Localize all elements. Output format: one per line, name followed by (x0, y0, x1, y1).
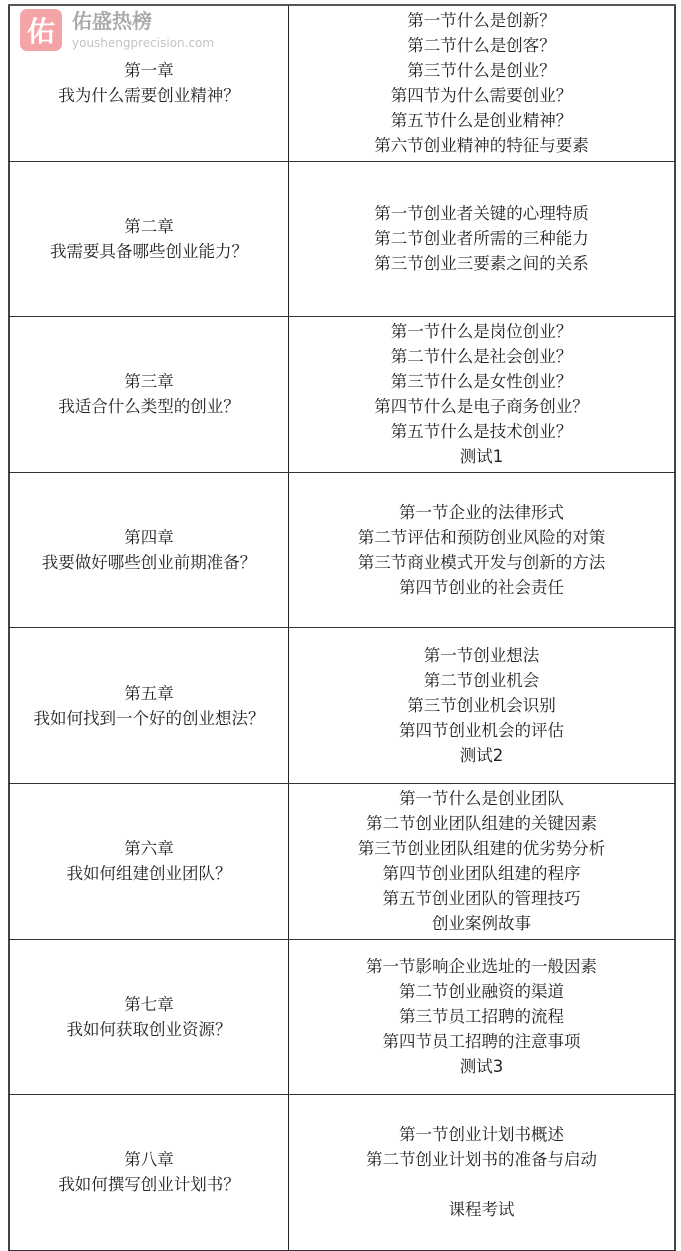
section-item: 第六节创业精神的特征与要素 (374, 136, 589, 156)
section-item: 第三节员工招聘的流程 (399, 1007, 564, 1027)
section-item: 第三节创业三要素之间的关系 (374, 254, 589, 274)
section-item: 第一节什么是创业团队 (399, 789, 564, 809)
chapter-title: 我为什么需要创业精神？ (58, 86, 240, 106)
section-item: 第一节创业计划书概述 (399, 1125, 564, 1145)
sections-cell (289, 940, 676, 1095)
chapter-cell (8, 473, 289, 628)
section-item: 第二节什么是创客？ (407, 36, 556, 56)
chapter-title: 我需要具备哪些创业能力？ (50, 241, 248, 261)
section-item: 第三节什么是女性创业？ (390, 372, 573, 392)
section-item: 第二节什么是社会创业？ (390, 347, 573, 367)
section-item: 第二节创业者所需的三种能力 (374, 229, 589, 249)
section-item: 第四节什么是电子商务创业？ (374, 397, 589, 417)
watermark-url: youshengprecision.com (72, 36, 215, 50)
watermark-logo: 佑 (20, 9, 62, 51)
chapter-number: 第一章 (124, 61, 174, 81)
chapter-title: 我如何找到一个好的创业想法？ (33, 708, 265, 728)
section-item: 第三节什么是创业？ (407, 61, 556, 81)
chapter-cell (8, 6, 289, 161)
section-item: 第五节什么是创业精神？ (390, 111, 573, 131)
section-item: 第一节企业的法律形式 (399, 503, 564, 523)
section-item: 第二节评估和预防创业风险的对策 (357, 528, 606, 548)
chapter-title: 我适合什么类型的创业？ (58, 397, 240, 417)
chapter-number: 第二章 (124, 216, 174, 236)
chapter-number: 第八章 (124, 1150, 174, 1170)
chapter-cell (8, 940, 289, 1095)
sections-cell (289, 784, 676, 939)
section-item: 第一节什么是岗位创业？ (390, 322, 573, 342)
section-item: 第二节创业计划书的准备与启动 (366, 1150, 597, 1170)
chapter-cell (8, 1095, 289, 1250)
sections-cell (289, 473, 676, 628)
chapter-cell (8, 162, 289, 317)
chapter-title: 我要做好哪些创业前期准备？ (41, 553, 257, 573)
section-item: 第四节员工招聘的注意事项 (382, 1032, 581, 1052)
table-row (8, 628, 676, 784)
section-item: 测试3 (459, 1057, 504, 1077)
section-item: 第四节为什么需要创业？ (390, 86, 573, 106)
table-row (8, 317, 676, 473)
section-item: 第一节创业者关键的心理特质 (374, 204, 589, 224)
section-item: 第二节创业融资的渠道 (399, 982, 564, 1002)
section-item: 第三节商业模式开发与创新的方法 (357, 553, 606, 573)
section-item: 第四节创业机会的评估 (399, 721, 564, 741)
section-item: 第四节创业的社会责任 (399, 578, 564, 598)
sections-cell (289, 162, 676, 317)
chapter-cell (8, 317, 289, 472)
section-item: 测试2 (459, 746, 504, 766)
table-row (8, 1095, 676, 1251)
section-item: 第一节创业想法 (423, 646, 540, 666)
section-item: 第五节什么是技术创业？ (390, 422, 573, 442)
chapter-cell (8, 784, 289, 939)
chapter-title: 我如何获取创业资源？ (66, 1019, 232, 1039)
table-row (8, 473, 676, 629)
chapter-number: 第四章 (124, 528, 174, 548)
chapter-number: 第三章 (124, 372, 174, 392)
section-item: 创业案例故事 (432, 914, 531, 934)
course-outline-table (8, 4, 676, 1251)
table-row (8, 940, 676, 1096)
section-item: 第二节创业机会 (423, 671, 540, 691)
chapter-title: 我如何撰写创业计划书？ (58, 1175, 240, 1195)
chapter-title: 我如何组建创业团队？ (66, 864, 232, 884)
chapter-cell (8, 628, 289, 783)
section-item: 第二节创业团队组建的关键因素 (366, 814, 597, 834)
section-item: 第三节创业机会识别 (407, 696, 556, 716)
sections-cell (289, 1095, 676, 1250)
section-item: 第四节创业团队组建的程序 (382, 864, 581, 884)
chapter-number: 第七章 (124, 994, 174, 1014)
table-row (8, 784, 676, 940)
chapter-number: 第五章 (124, 683, 174, 703)
section-item: 第一节什么是创新？ (407, 11, 556, 31)
section-item: 第三节创业团队组建的优劣势分析 (357, 839, 606, 859)
section-item: 课程考试 (448, 1200, 515, 1220)
table-row (8, 6, 676, 162)
sections-cell (289, 6, 676, 161)
table-row (8, 162, 676, 318)
section-item: 第五节创业团队的管理技巧 (382, 889, 581, 909)
sections-cell (289, 628, 676, 783)
chapter-number: 第六章 (124, 839, 174, 859)
section-item: 第一节影响企业选址的一般因素 (366, 957, 597, 977)
watermark-name: 佑盛热榜 (72, 9, 152, 33)
sections-cell (289, 317, 676, 472)
section-item: 测试1 (459, 447, 504, 467)
